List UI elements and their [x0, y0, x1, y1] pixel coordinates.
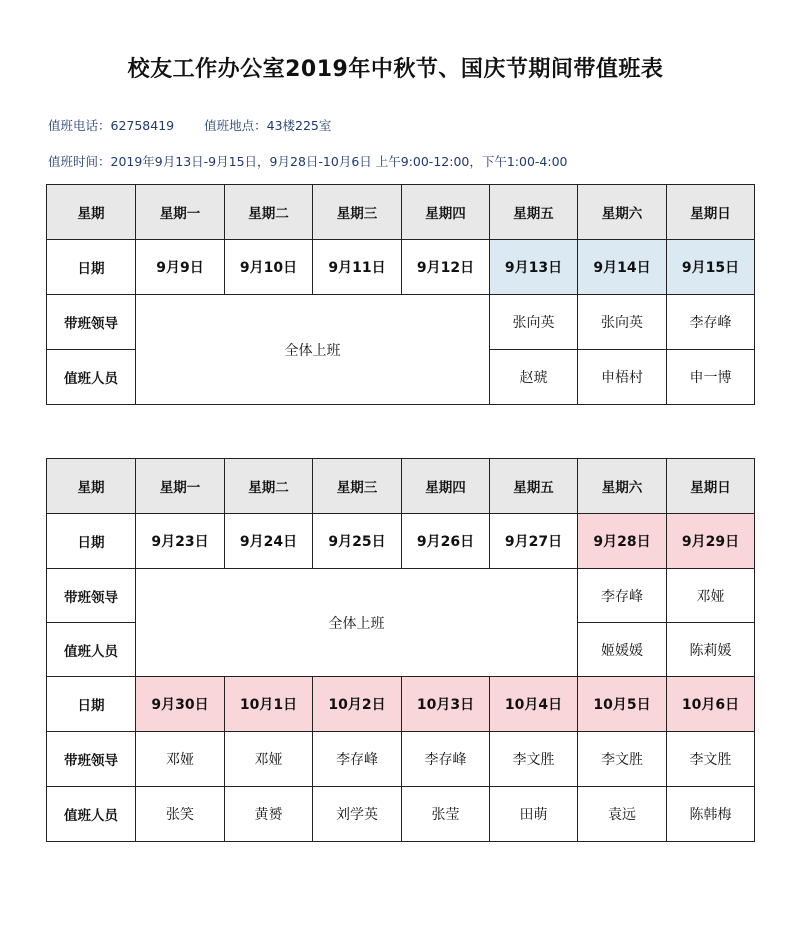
- leader-cell: 李存峰: [402, 732, 490, 787]
- schedule-table-national-day: [46, 458, 755, 842]
- leader-row: [47, 732, 755, 787]
- date-cell: 9月12日: [402, 240, 490, 295]
- leader-cell: 李存峰: [667, 295, 755, 350]
- staff-cell: 刘学英: [313, 787, 402, 842]
- staff-cell: 袁远: [578, 787, 667, 842]
- weekday-cell: 星期日: [667, 459, 755, 514]
- date-label: 日期: [47, 514, 136, 569]
- holiday-date-cell: 9月30日: [136, 677, 225, 732]
- weekday-cell: 星期二: [225, 185, 313, 240]
- schedule-table-mid-autumn: [46, 184, 755, 405]
- all-work-cell: 全体上班: [136, 569, 578, 677]
- all-work-cell: 全体上班: [136, 295, 490, 405]
- duty-phone: 值班电话：62758419: [48, 118, 175, 133]
- date-cell: 9月27日: [490, 514, 578, 569]
- weekday-cell: 星期日: [667, 185, 755, 240]
- weekday-cell: 星期二: [225, 459, 313, 514]
- holiday-date-cell: 10月2日: [313, 677, 402, 732]
- week-label: 星期: [47, 185, 136, 240]
- holiday-date-cell: 10月1日: [225, 677, 313, 732]
- date-cell: 9月11日: [313, 240, 402, 295]
- date-cell: 9月26日: [402, 514, 490, 569]
- leader-cell: 李文胜: [667, 732, 755, 787]
- leader-cell: 邓娅: [136, 732, 225, 787]
- weekday-cell: 星期三: [313, 459, 402, 514]
- leader-label: 带班领导: [47, 732, 136, 787]
- weekday-cell: 星期四: [402, 459, 490, 514]
- leader-cell: 李文胜: [578, 732, 667, 787]
- staff-cell: 张笑: [136, 787, 225, 842]
- leader-cell: 李存峰: [578, 569, 667, 623]
- staff-cell: 黄赟: [225, 787, 313, 842]
- duty-contact-info: [48, 116, 331, 134]
- holiday-date-cell: 10月6日: [667, 677, 755, 732]
- staff-cell: 陈莉媛: [667, 623, 755, 677]
- date-label: 日期: [47, 677, 136, 732]
- week-label: 星期: [47, 459, 136, 514]
- staff-label: 值班人员: [47, 350, 136, 405]
- holiday-date-cell: 10月4日: [490, 677, 578, 732]
- weekday-cell: 星期五: [490, 459, 578, 514]
- staff-cell: 张莹: [402, 787, 490, 842]
- weekday-cell: 星期一: [136, 459, 225, 514]
- weekday-cell: 星期五: [490, 185, 578, 240]
- leader-label: 带班领导: [47, 295, 136, 350]
- holiday-date-cell: 9月29日: [667, 514, 755, 569]
- holiday-date-cell: 10月3日: [402, 677, 490, 732]
- leader-cell: 邓娅: [225, 732, 313, 787]
- weekday-cell: 星期三: [313, 185, 402, 240]
- staff-label: 值班人员: [47, 623, 136, 677]
- leader-cell: 李文胜: [490, 732, 578, 787]
- date-label: 日期: [47, 240, 136, 295]
- date-cell: 9月24日: [225, 514, 313, 569]
- duty-time: 值班时间：2019年9月13日-9月15日，9月28日-10月6日 上午9:00-12:00，下午1:00-4:00: [48, 154, 568, 169]
- weekday-cell: 星期四: [402, 185, 490, 240]
- weekday-cell: 星期六: [578, 459, 667, 514]
- staff-cell: 陈韩梅: [667, 787, 755, 842]
- page-title: 校友工作办公室2019年中秋节、国庆节期间带值班表: [127, 57, 664, 82]
- leader-row: [47, 569, 755, 623]
- weekday-row: [47, 459, 755, 514]
- leader-row: [47, 295, 755, 350]
- leader-cell: 李存峰: [313, 732, 402, 787]
- date-cell: 9月10日: [225, 240, 313, 295]
- date-row: [47, 240, 755, 295]
- date-cell: 9月9日: [136, 240, 225, 295]
- holiday-date-cell: 10月5日: [578, 677, 667, 732]
- staff-row: [47, 787, 755, 842]
- weekday-cell: 星期六: [578, 185, 667, 240]
- holiday-date-cell: 9月15日: [667, 240, 755, 295]
- duty-location: 值班地点：43楼225室: [204, 118, 332, 133]
- weekday-row: [47, 185, 755, 240]
- date-row: [47, 677, 755, 732]
- date-cell: 9月25日: [313, 514, 402, 569]
- holiday-date-cell: 9月14日: [578, 240, 667, 295]
- holiday-date-cell: 9月13日: [490, 240, 578, 295]
- leader-cell: 张向英: [578, 295, 667, 350]
- staff-cell: 姬媛媛: [578, 623, 667, 677]
- staff-cell: 赵琥: [490, 350, 578, 405]
- staff-label: 值班人员: [47, 787, 136, 842]
- leader-cell: 邓娅: [667, 569, 755, 623]
- leader-cell: 张向英: [490, 295, 578, 350]
- staff-cell: 申梧村: [578, 350, 667, 405]
- staff-cell: 田萌: [490, 787, 578, 842]
- holiday-date-cell: 9月28日: [578, 514, 667, 569]
- staff-cell: 申一博: [667, 350, 755, 405]
- date-cell: 9月23日: [136, 514, 225, 569]
- date-row: [47, 514, 755, 569]
- leader-label: 带班领导: [47, 569, 136, 623]
- weekday-cell: 星期一: [136, 185, 225, 240]
